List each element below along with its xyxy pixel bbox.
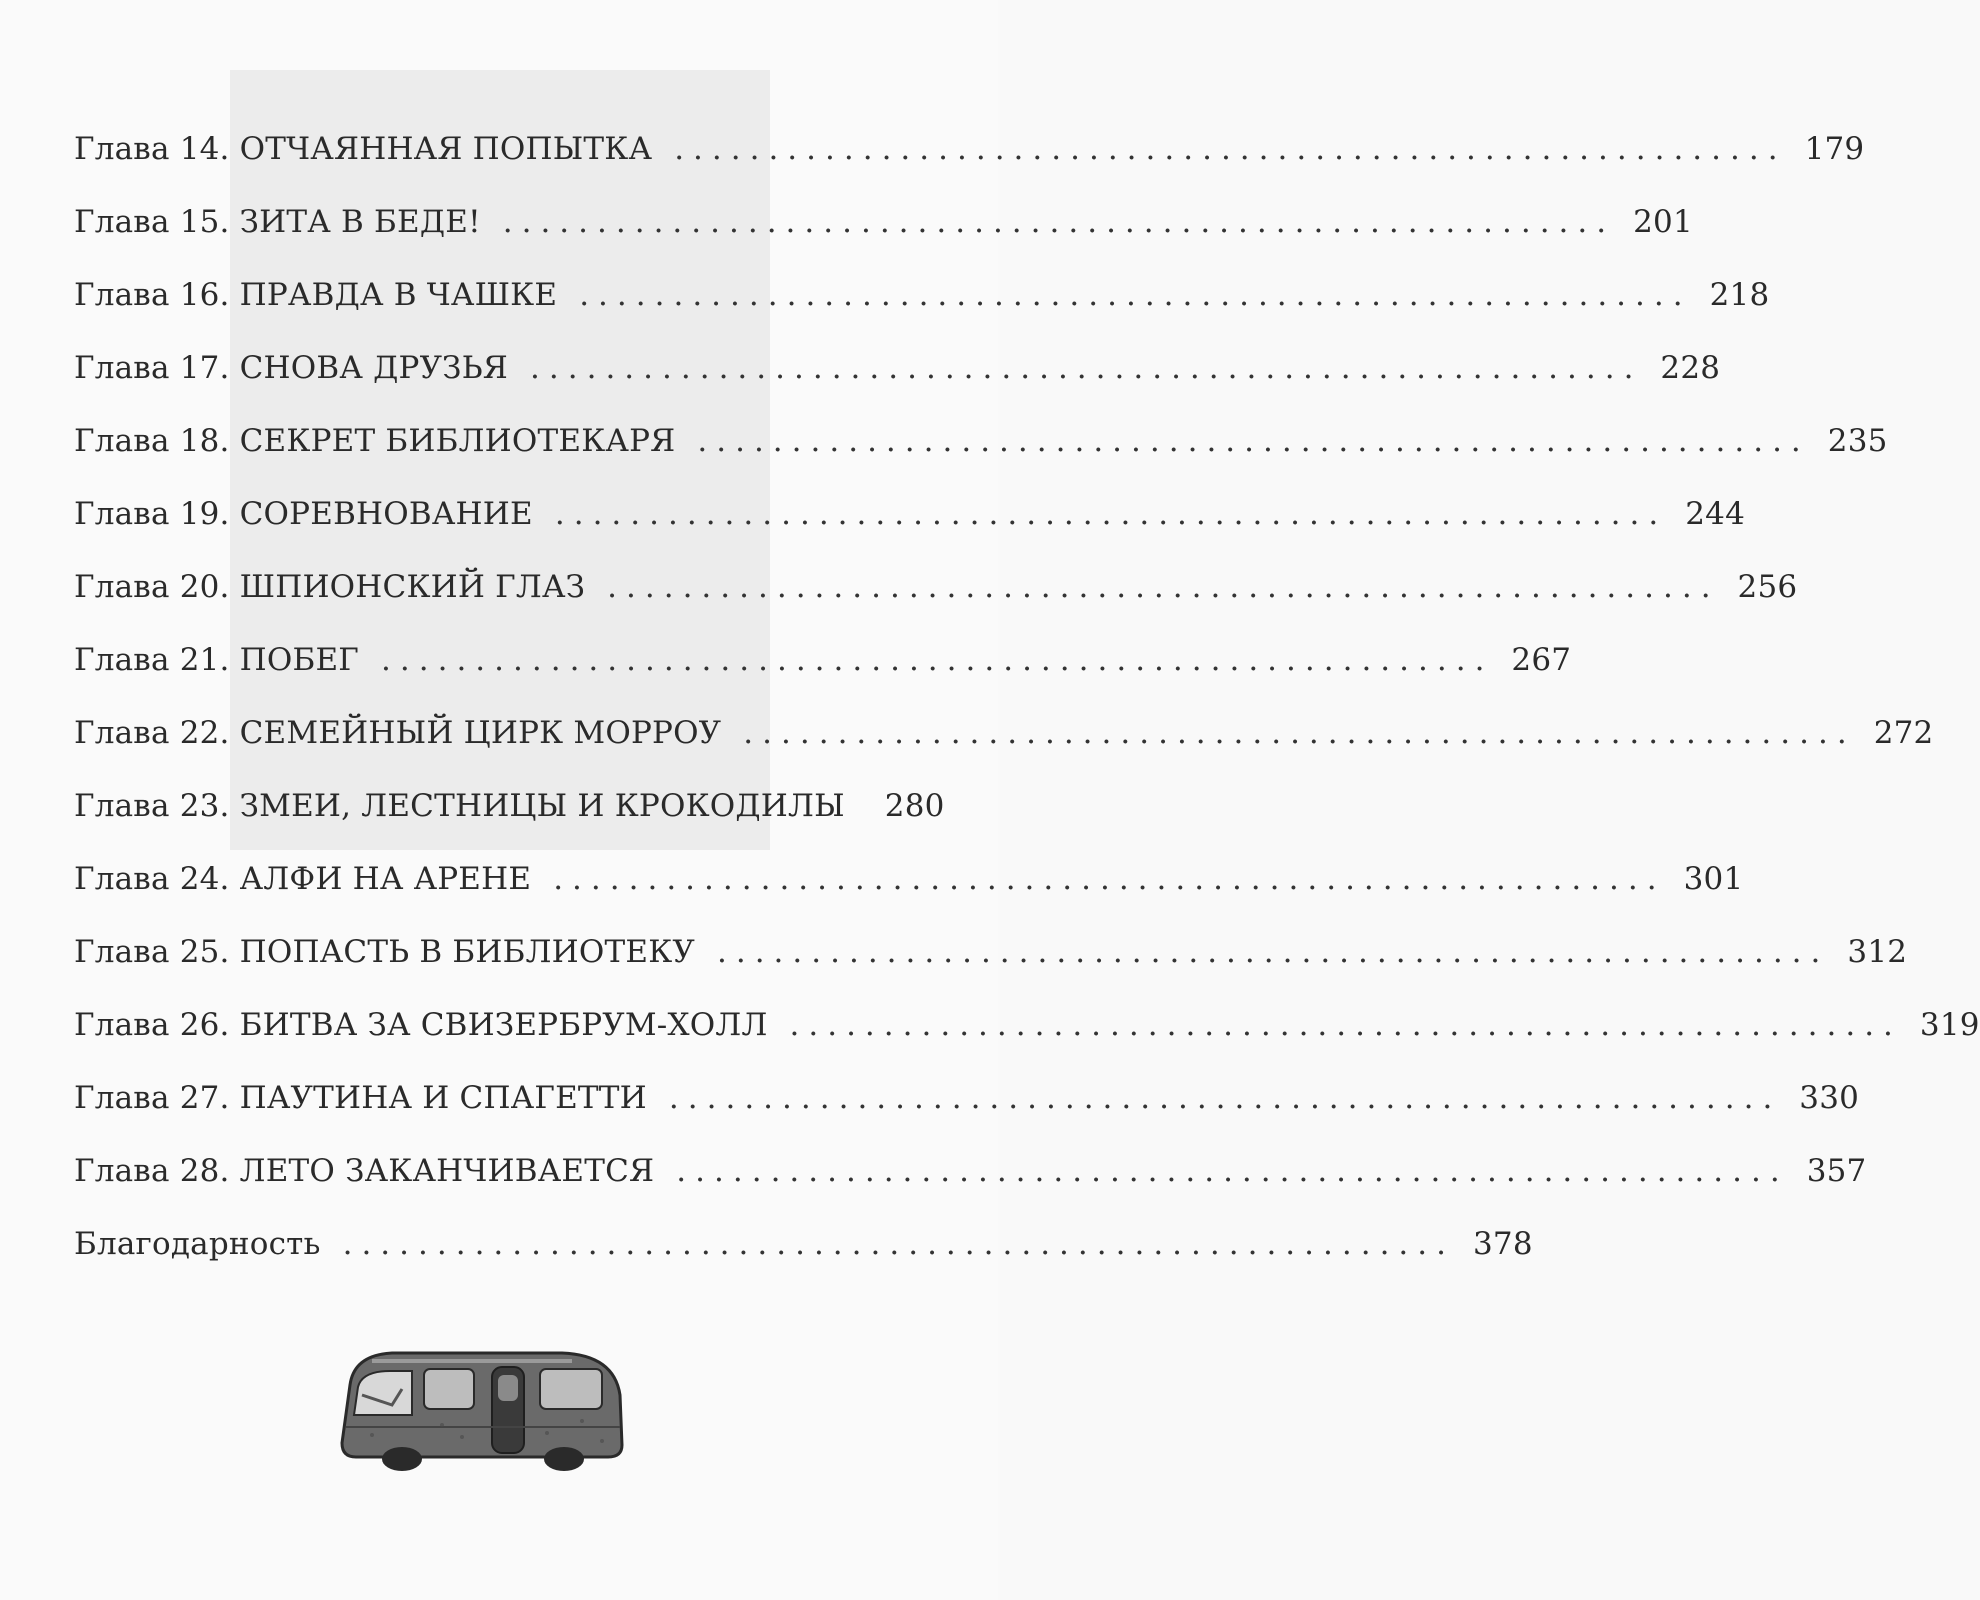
toc-entry-title: Глава 27. ПАУТИНА И СПАГЕТТИ — [74, 1079, 647, 1116]
toc-entry[interactable] — [74, 185, 1693, 258]
caravan-icon — [332, 1345, 632, 1475]
toc-entry[interactable] — [74, 915, 1908, 988]
toc-entry[interactable] — [74, 1207, 1533, 1280]
toc-entry[interactable] — [74, 842, 1744, 915]
toc-entry-title: Глава 21. ПОБЕГ — [74, 641, 360, 678]
toc-leader-dots: ........................................................... — [530, 349, 1643, 386]
toc-entry-title: Глава 25. ПОПАСТЬ В БИБЛИОТЕКУ — [74, 933, 695, 970]
toc-entry-title: Глава 20. ШПИОНСКИЙ ГЛАЗ — [74, 568, 586, 605]
toc-page-number: 301 — [1683, 860, 1744, 897]
toc-leader-dots: ........................................................... — [668, 1079, 1782, 1116]
toc-entry-title: Глава 26. БИТВА ЗА СВИЗЕРБРУМ-ХОЛЛ — [74, 1006, 768, 1043]
toc-entry-title: Глава 16. ПРАВДА В ЧАШКЕ — [74, 276, 558, 313]
toc-leader-dots: ........................................................... — [553, 860, 1666, 897]
table-of-contents — [74, 112, 1980, 1280]
toc-entry[interactable] — [74, 1134, 1867, 1207]
toc-page-number: 378 — [1472, 1225, 1533, 1262]
toc-entry-title: Благодарность — [74, 1225, 321, 1262]
toc-page-number: 357 — [1806, 1152, 1867, 1189]
toc-entry[interactable] — [74, 988, 1980, 1061]
toc-entry[interactable] — [74, 1061, 1860, 1134]
toc-entry[interactable] — [74, 404, 1888, 477]
toc-leader-dots: ........................................................... — [607, 568, 1720, 605]
toc-entry[interactable] — [74, 769, 945, 842]
toc-leader-dots: ........................................................... — [697, 422, 1810, 459]
toc-page-number: 272 — [1873, 714, 1934, 751]
toc-page-number: 179 — [1804, 130, 1865, 167]
toc-page-number: 280 — [884, 787, 945, 824]
toc-entry-title: Глава 23. ЗМЕИ, ЛЕСТНИЦЫ И КРОКОДИЛЫ — [74, 787, 845, 824]
toc-entry-title: Глава 17. СНОВА ДРУЗЬЯ — [74, 349, 509, 386]
toc-page-number: 201 — [1633, 203, 1693, 240]
toc-leader-dots: ........................................................... — [674, 130, 1787, 167]
toc-leader-dots: ........................................................... — [554, 495, 1668, 532]
toc-entry-title: Глава 14. ОТЧАЯННАЯ ПОПЫТКА — [74, 130, 653, 167]
toc-page-number: 267 — [1511, 641, 1572, 678]
toc-entry[interactable] — [74, 258, 1770, 331]
toc-entry[interactable] — [74, 331, 1721, 404]
toc-entry[interactable] — [74, 477, 1746, 550]
toc-entry[interactable] — [74, 623, 1572, 696]
toc-entry[interactable] — [74, 696, 1934, 769]
toc-entry[interactable] — [74, 550, 1798, 623]
toc-entry-title: Глава 22. СЕМЕЙНЫЙ ЦИРК МОРРОУ — [74, 714, 722, 751]
toc-page-number: 319 — [1919, 1006, 1980, 1043]
toc-entry-title: Глава 19. СОРЕВНОВАНИЕ — [74, 495, 533, 532]
toc-leader-dots: ........................................................... — [789, 1006, 1902, 1043]
toc-page-number: 235 — [1827, 422, 1888, 459]
toc-leader-dots: ........................................................... — [342, 1225, 1455, 1262]
toc-entry-title: Глава 18. СЕКРЕТ БИБЛИОТЕКАРЯ — [74, 422, 676, 459]
toc-page-number: 330 — [1799, 1079, 1860, 1116]
toc-page-number: 312 — [1847, 933, 1908, 970]
toc-leader-dots: ........................................................... — [579, 276, 1692, 313]
toc-page-number: 244 — [1685, 495, 1746, 532]
toc-page-number: 218 — [1709, 276, 1770, 313]
toc-leader-dots: ........................................................... — [676, 1152, 1789, 1189]
toc-leader-dots: ........................................................... — [381, 641, 1494, 678]
toc-page-number: 256 — [1737, 568, 1798, 605]
toc-leader-dots: ........................................................... — [743, 714, 1856, 751]
toc-entry-title: Глава 24. АЛФИ НА АРЕНЕ — [74, 860, 532, 897]
toc-leader-dots: ........................................................... — [502, 203, 1616, 240]
toc-entry[interactable] — [74, 112, 1865, 185]
toc-entry-title: Глава 28. ЛЕТО ЗАКАНЧИВАЕТСЯ — [74, 1152, 655, 1189]
toc-entry-title: Глава 15. ЗИТА В БЕДЕ! — [74, 203, 481, 240]
toc-leader-dots: ........................................................... — [717, 933, 1830, 970]
toc-page-number: 228 — [1660, 349, 1721, 386]
